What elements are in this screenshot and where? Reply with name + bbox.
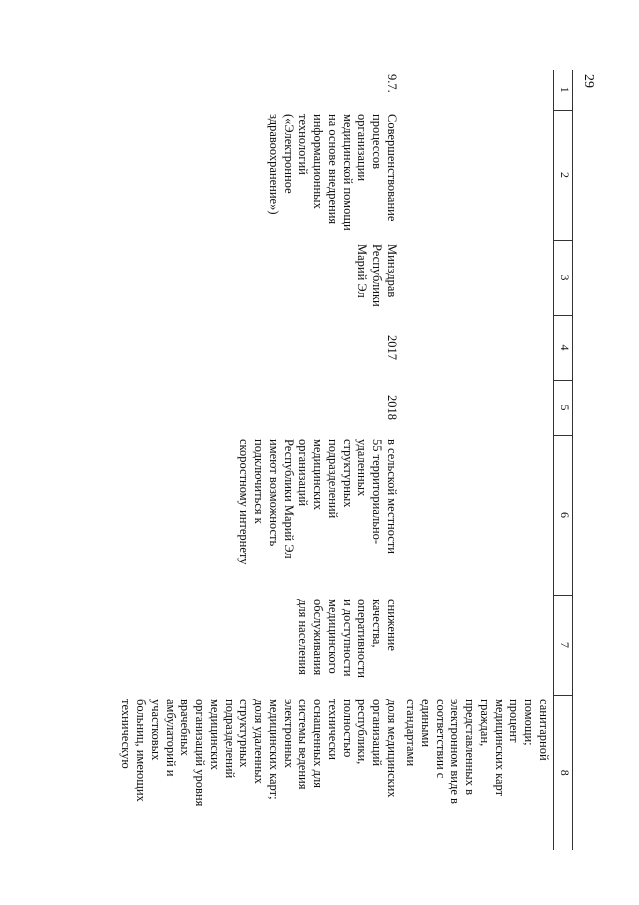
- executor-cell: [119, 240, 401, 315]
- cell-line: представленных в: [463, 699, 478, 795]
- cell-line: Республики: [370, 244, 385, 307]
- row-number-cell: 9.7.: [385, 74, 399, 93]
- continuation-indicators-cell: [401, 695, 554, 850]
- cell-line: граждан,: [478, 699, 492, 747]
- cell-line: подключиться к: [252, 439, 267, 524]
- cell-line: процессов: [370, 114, 385, 169]
- cell-line: качества,: [370, 599, 385, 648]
- cell-line: участковых: [149, 699, 163, 761]
- header-col-1: 1: [554, 70, 573, 110]
- table-header-row: [554, 70, 573, 850]
- cell-line: соответствии с: [433, 699, 448, 779]
- cell-line: амбулаторий и: [163, 699, 178, 777]
- cell-line: электронных: [281, 699, 296, 768]
- cell-line: едиными: [419, 699, 433, 748]
- cell-line: организаций уровня: [193, 699, 208, 807]
- cell-line: на основе внедрения: [326, 114, 340, 225]
- header-col-5: 5: [554, 380, 573, 435]
- cell-line: Минздрав: [385, 244, 399, 298]
- cell-line: для населения: [296, 599, 311, 675]
- cell-line: оперативности: [355, 599, 370, 678]
- cell-line: медицинских карт: [492, 699, 507, 797]
- cell-line: республики,: [355, 699, 370, 765]
- cell-line: информационных: [311, 114, 326, 209]
- cell-line: больниц, имеющих: [134, 699, 149, 802]
- header-col-2: 2: [554, 110, 573, 240]
- cell-line: медицинских: [208, 699, 222, 770]
- cell-line: врачебных: [178, 699, 193, 756]
- cell-line: имеют возможность: [267, 439, 281, 547]
- cell-line: медицинских: [311, 439, 326, 510]
- table-row: [119, 70, 401, 850]
- cell-line: в сельской местности: [385, 439, 399, 554]
- program-table: [119, 70, 573, 850]
- measure-name-cell: [119, 110, 401, 240]
- cell-line: полностью: [340, 699, 355, 758]
- header-col-7: 7: [554, 595, 573, 695]
- consequences-cell: [119, 595, 401, 695]
- cell-line: снижение: [385, 599, 399, 651]
- cell-line: организаций: [296, 439, 311, 507]
- cell-line: доля удаленных: [252, 699, 267, 784]
- cell-line: Марий Эл: [355, 244, 370, 298]
- cell-line: системы ведения: [296, 699, 311, 790]
- cell-line: организации: [355, 114, 370, 182]
- start-year-cell: 2017: [385, 335, 399, 360]
- cell-line: медицинской помощи: [340, 114, 355, 231]
- rotated-table-container: [93, 70, 573, 850]
- cell-line: электронном виде в: [448, 699, 463, 804]
- cell-line: техническую: [119, 699, 134, 769]
- cell-line: здравоохранение»): [267, 114, 281, 215]
- cell-line: доля медицинских: [385, 699, 399, 798]
- cell-line: скоростному интернету: [237, 439, 252, 565]
- cell-line: Совершенствование: [385, 114, 399, 222]
- page-number: 29: [581, 74, 596, 88]
- cell-line: организаций: [370, 699, 385, 767]
- cell-line: подразделений: [326, 439, 340, 519]
- cell-line: технологий: [296, 114, 311, 175]
- cell-line: санитарной: [537, 699, 551, 761]
- cell-line: структурных: [340, 439, 355, 508]
- expected-result-cell: [119, 435, 401, 595]
- header-col-8: 8: [554, 695, 573, 850]
- cell-line: обслуживания: [311, 599, 326, 676]
- cell-line: 55 территориально-: [370, 439, 385, 545]
- cell-line: оснащенных для: [311, 699, 326, 789]
- cell-line: и доступности: [340, 599, 355, 677]
- header-col-3: 3: [554, 240, 573, 315]
- cell-line: («Электронное: [281, 114, 296, 194]
- cell-line: медицинского: [326, 599, 340, 674]
- indicators-cell: [119, 695, 401, 850]
- cell-line: стандартами: [404, 699, 419, 767]
- end-year-cell: 2018: [385, 395, 399, 420]
- cell-line: процент: [507, 699, 522, 743]
- header-col-4: 4: [554, 315, 573, 380]
- cell-line: помощи;: [522, 699, 537, 746]
- table-row-continuation: [401, 70, 554, 850]
- cell-line: структурных: [237, 699, 252, 768]
- cell-line: медицинских карт;: [267, 699, 281, 800]
- header-col-6: 6: [554, 435, 573, 595]
- cell-line: подразделений: [222, 699, 237, 779]
- cell-line: удаленных: [355, 439, 370, 497]
- cell-line: технически: [326, 699, 340, 760]
- cell-line: Республики Марий Эл: [281, 439, 296, 559]
